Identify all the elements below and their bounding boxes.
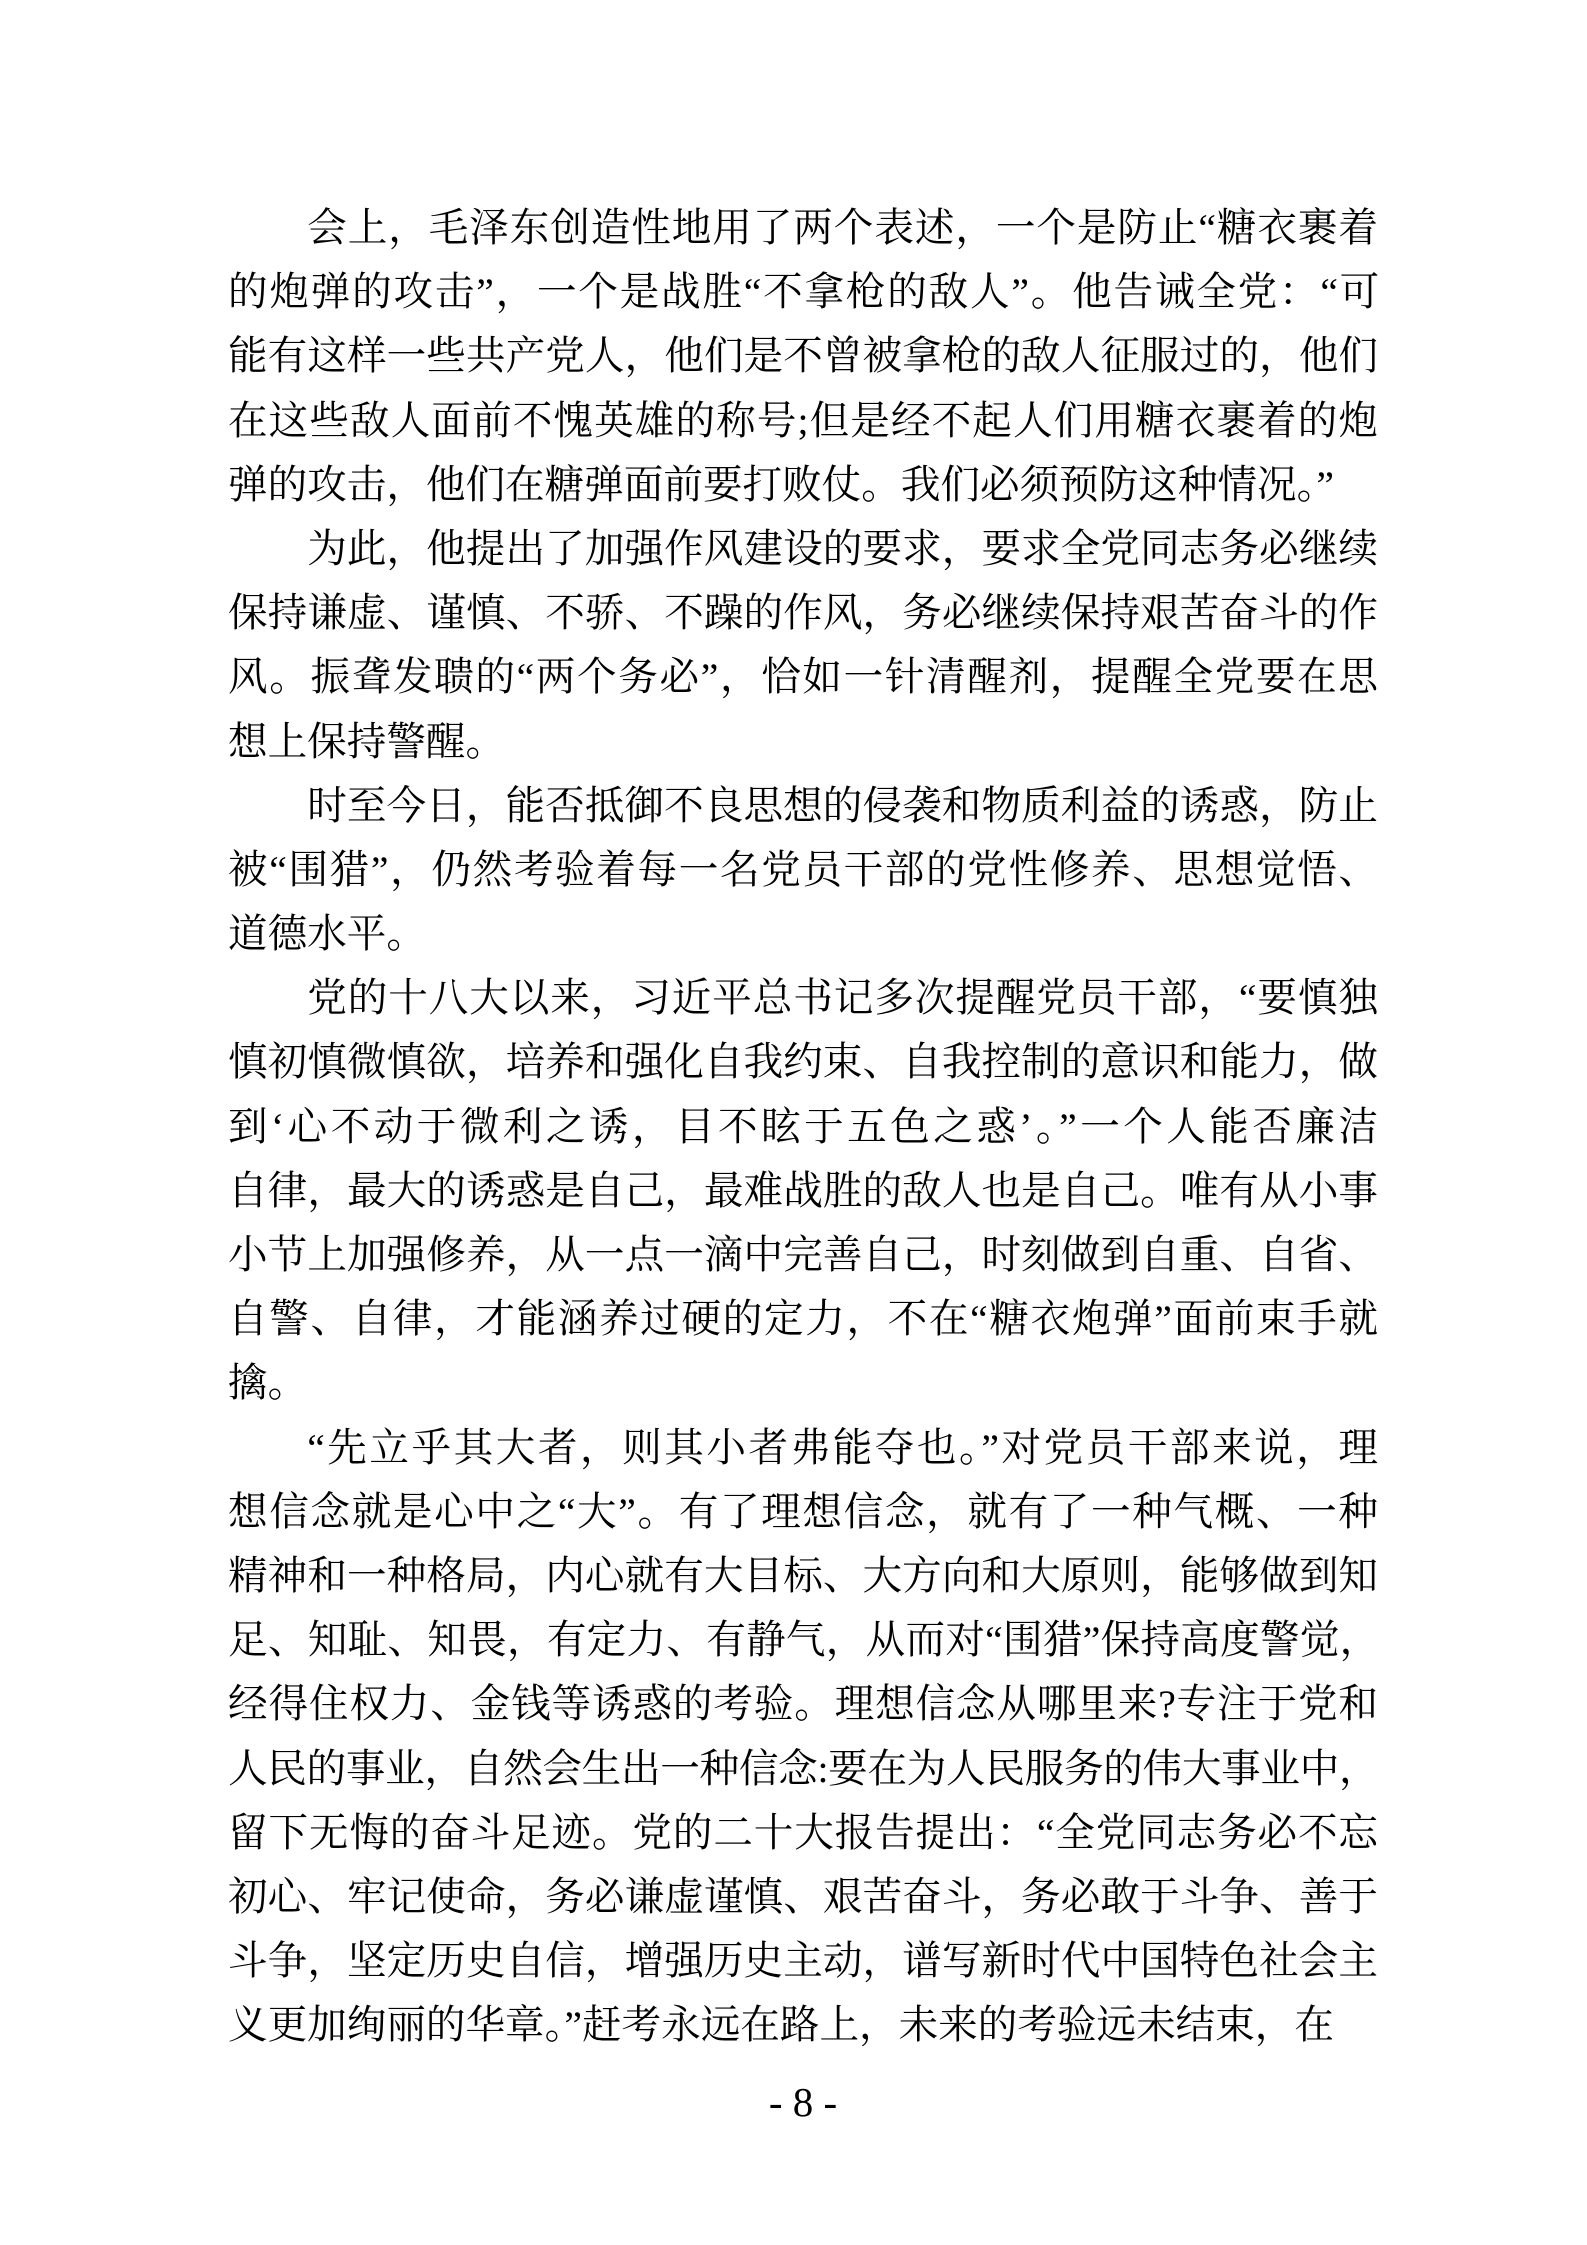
document-body [228, 196, 1378, 2057]
text-line: 小节上加强修养，从一点一滴中完善自己，时刻做到自重、自省、 [228, 1233, 1378, 1277]
text-line: 时至今日，能否抵御不良思想的侵袭和物质利益的诱惑，防止 [307, 783, 1378, 828]
text-line: 道德水平。 [228, 912, 426, 957]
text-line: 保持谦虚、谨慎、不骄、不躁的作风，务必继续保持艰苦奋斗的作 [228, 591, 1378, 636]
text-line: 在这些敌人面前不愧英雄的称号;但是经不起人们用糖衣裹着的炮 [228, 398, 1378, 443]
text-line: 自警、自律，才能涵养过硬的定力，不在“糖衣炮弹”面前束手就 [228, 1297, 1378, 1342]
text-line: 想上保持警醒。 [228, 719, 506, 764]
text-line: 党的十八大以来，习近平总书记多次提醒党员干部，“要慎独 [307, 976, 1378, 1021]
text-line: 风。振聋发聩的“两个务必”，恰如一针清醒剂，提醒全党要在思 [228, 655, 1378, 700]
text-line: 精神和一种格局，内心就有大目标、大方向和大原则，能够做到知 [228, 1553, 1378, 1598]
text-line: 经得住权力、金钱等诱惑的考验。理想信念从哪里来?专注于党和 [228, 1682, 1378, 1727]
paragraph [228, 966, 1378, 1415]
text-line: 自律，最大的诱惑是自己，最难战胜的敌人也是自己。唯有从小事 [228, 1168, 1378, 1213]
paragraph [228, 774, 1378, 967]
text-line: 被“围猎”，仍然考验着每一名党员干部的党性修养、思想觉悟、 [228, 847, 1378, 892]
text-line: 慎初慎微慎欲，培养和强化自我约束、自我控制的意识和能力，做 [228, 1040, 1378, 1085]
text-line: 足、知耻、知畏，有定力、有静气，从而对“围猎”保持高度警觉， [228, 1618, 1378, 1663]
text-line: 留下无悔的奋斗足迹。党的二十大报告提出：“全党同志务必不忘 [228, 1810, 1378, 1855]
paragraph [228, 517, 1378, 774]
text-line: 义更加绚丽的华章。”赶考永远在路上，未来的考验远未结束，在 [228, 2003, 1334, 2048]
page-number: - 8 - [768, 2079, 838, 2125]
text-line: 能有这样一些共产党人，他们是不曾被拿枪的敌人征服过的，他们 [228, 334, 1378, 379]
text-line: “先立乎其大者，则其小者弗能夺也。”对党员干部来说，理 [307, 1425, 1378, 1470]
page-footer [228, 2072, 1378, 2132]
text-line: 初心、牢记使命，务必谦虚谨慎、艰苦奋斗，务必敢于斗争、善于 [228, 1874, 1378, 1919]
text-line: 到‘心不动于微利之诱，目不眩于五色之惑’。”一个人能否廉洁 [228, 1104, 1378, 1149]
text-line: 会上，毛泽东创造性地用了两个表述，一个是防止“糖衣裹着 [307, 206, 1378, 250]
text-line: 想信念就是心中之“大”。有了理想信念，就有了一种气概、一种 [228, 1489, 1378, 1534]
text-line: 擒。 [228, 1361, 308, 1406]
text-line: 的炮弹的攻击”，一个是战胜“不拿枪的敌人”。他告诫全党：“可 [228, 270, 1378, 315]
paragraph [228, 196, 1378, 517]
paragraph [228, 1416, 1378, 2058]
text-line: 斗争，坚定历史自信，增强历史主动，谱写新时代中国特色社会主 [228, 1939, 1378, 1984]
text-line: 为此，他提出了加强作风建设的要求，要求全党同志务必继续 [307, 526, 1378, 571]
text-line: 人民的事业，自然会生出一种信念:要在为人民服务的伟大事业中， [228, 1746, 1378, 1791]
text-line: 弹的攻击，他们在糖弹面前要打败仗。我们必须预防这种情况。” [228, 462, 1334, 507]
